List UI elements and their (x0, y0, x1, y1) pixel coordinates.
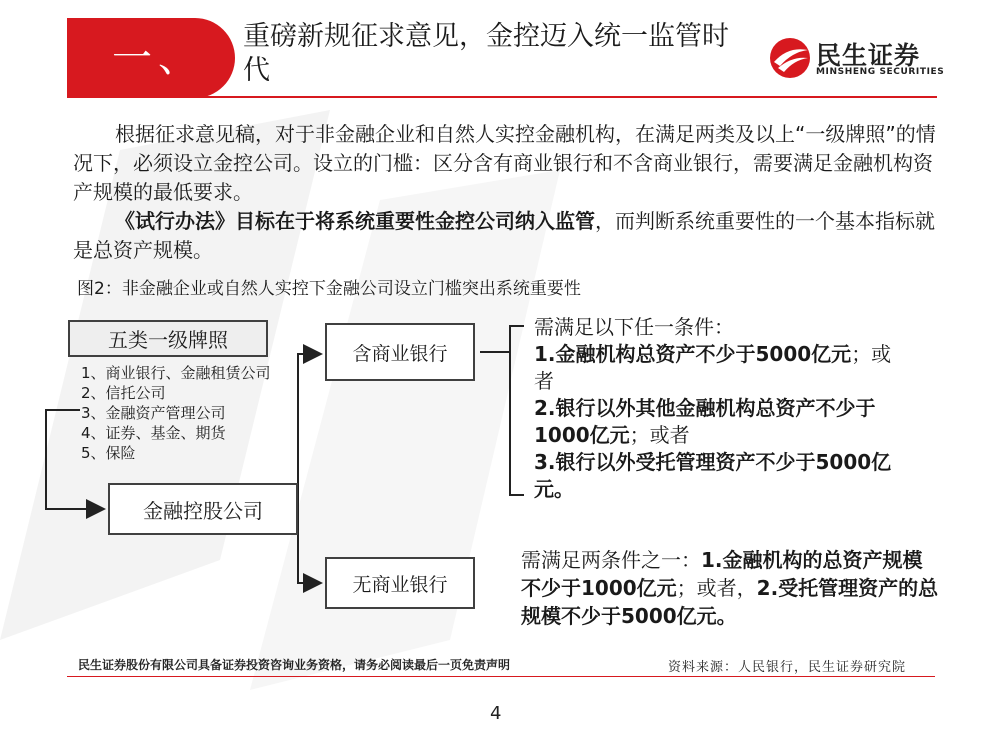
nobank-box: 无商业银行 (325, 557, 475, 609)
nobank-conditions (521, 546, 941, 630)
footer-disclaimer: 民生证券股份有限公司具备证券投资咨询业务资格，请务必阅读最后一页免责声明 (78, 658, 511, 672)
license-item: 4、证券、基金、期货 (81, 424, 226, 442)
license-box: 五类一级牌照 (68, 320, 268, 357)
logo-name-cn: 民生证券 (816, 41, 921, 70)
nobank-condition-1: 1.金融机构的总资产规模不少于1000亿元 (521, 548, 923, 600)
bank-conditions (534, 314, 944, 503)
footer-source: 资料来源：人民银行，民生证券研究院 (668, 660, 907, 675)
license-item: 2、信托公司 (81, 384, 166, 402)
figure-caption: 图2：非金融企业或自然人实控下金融公司设立门槛突出系统重要性 (77, 279, 581, 299)
page-number: 4 (490, 703, 502, 724)
bank-conditions-intro: 需满足以下任一条件： (534, 315, 734, 339)
nobank-condition-2: 2.受托管理资产的总规模不少于5000亿元。 (521, 576, 939, 628)
bank-condition-2: 2.银行以外其他金融机构总资产不少于 (534, 396, 876, 420)
bank-condition-3-tail: 元。 (534, 477, 574, 501)
bank-condition-1-text: 1.金融机构总资产不少于5000亿元 (534, 342, 852, 366)
bank-condition-3: 3.银行以外受托管理资产不少于5000亿 (534, 450, 892, 474)
bank-condition-2-connector: ；或者 (629, 423, 690, 447)
bank-condition-1-connector: ；或 (851, 342, 892, 366)
conditions-bracket (510, 326, 524, 495)
fhc-to-nobank-arrow (298, 509, 321, 583)
bank-condition-1-tail: 者 (534, 369, 554, 393)
nobank-conditions-connector: ；或者， (676, 576, 757, 600)
license-list (81, 363, 271, 463)
bank-condition-2-cont (534, 422, 944, 449)
license-item: 1、商业银行、金融租赁公司 (81, 364, 271, 382)
bank-condition-2-amount: 1000亿元 (534, 423, 630, 447)
bank-box: 含商业银行 (325, 323, 475, 381)
license-item: 5、保险 (81, 444, 136, 462)
fhc-to-bank-arrow (298, 354, 321, 509)
footer-divider (67, 676, 935, 677)
section-number: 一、 (112, 35, 204, 81)
paragraph-2-rest: ，而判断系统重要性的一个基本指标就是总资产规模。 (73, 209, 935, 262)
nobank-conditions-intro: 需满足两条件之一： (521, 548, 701, 572)
paragraph-1: 根据征求意见稿，对于非金融企业和自然人实控金融机构，在满足两类及以上“一级牌照”的情况下，必须设立金控公司。设立的门槛：区分含有商业银行和不含商业银行，需要满足金融机构资产规模的最低要求。 (73, 122, 936, 204)
bank-condition-1 (534, 341, 944, 368)
page-title: 重磅新规征求意见，金控迈入统一监管时代 (243, 21, 729, 86)
fhc-box: 金融控股公司 (108, 483, 298, 535)
license-item: 3、金融资产管理公司 (81, 404, 226, 422)
logo-name-en: MINSHENG SECURITIES (816, 67, 945, 77)
paragraph-2-bold: 《试行办法》目标在于将系统重要性金控公司纳入监管 (115, 209, 595, 233)
